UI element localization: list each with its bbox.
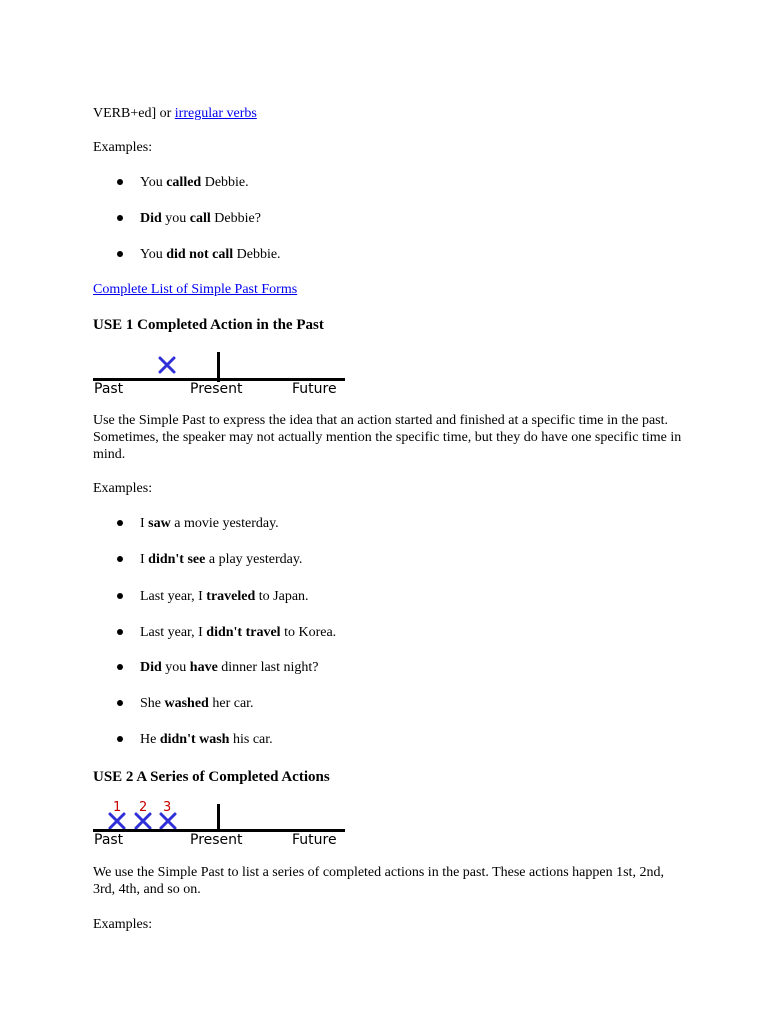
use1-timeline <box>93 350 345 398</box>
example-text: Debbie? <box>210 211 261 226</box>
form-example-3 <box>140 246 281 263</box>
form-example-1 <box>140 174 249 191</box>
use1-heading: USE 1 Completed Action in the Past <box>93 317 324 333</box>
use1-example-7 <box>140 731 273 748</box>
present-marker <box>217 804 220 832</box>
example-emphasis: Did <box>140 660 162 675</box>
bullet-icon <box>117 593 123 599</box>
x-mark-icon <box>157 355 177 375</box>
example-emphasis: didn't see <box>148 552 206 567</box>
use2-heading: USE 2 A Series of Completed Actions <box>93 769 330 785</box>
example-text: He <box>140 732 160 747</box>
bullet-icon <box>117 251 123 257</box>
timeline-future-label: Future <box>292 381 337 397</box>
bullet-icon <box>117 179 123 185</box>
bullet-icon <box>117 215 123 221</box>
example-text: a play yesterday. <box>205 552 303 567</box>
example-emphasis: washed <box>164 696 209 711</box>
example-text: you <box>161 211 190 226</box>
example-emphasis: have <box>189 660 218 675</box>
example-text: I <box>140 516 149 531</box>
x-mark-icon <box>107 811 127 831</box>
example-emphasis: saw <box>148 516 171 531</box>
timeline-future-label: Future <box>292 832 337 848</box>
example-text: She <box>140 696 165 711</box>
example-emphasis: did not call <box>166 247 234 262</box>
timeline-present-label: Present <box>190 832 243 848</box>
example-text: to Korea. <box>280 625 337 640</box>
complete-list-link[interactable]: Complete List of Simple Past Forms <box>93 282 298 297</box>
timeline-past-label: Past <box>94 381 124 397</box>
timeline-present-label: Present <box>190 381 243 397</box>
use1-example-6 <box>140 695 254 712</box>
example-text: Last year, I <box>140 625 207 640</box>
example-emphasis: Did <box>140 211 162 226</box>
bullet-icon <box>117 556 123 562</box>
example-emphasis: call <box>189 211 211 226</box>
example-text: Debbie. <box>201 175 249 190</box>
example-text: a movie yesterday. <box>170 516 279 531</box>
use1-example-5 <box>140 659 319 676</box>
form-prefix: VERB+ed] or <box>93 106 175 121</box>
example-emphasis: called <box>166 175 202 190</box>
number-mark-3: 3 <box>163 800 172 815</box>
example-text: to Japan. <box>255 589 309 604</box>
example-emphasis: traveled <box>206 589 256 604</box>
bullet-icon <box>117 629 123 635</box>
use1-example-1 <box>140 515 279 532</box>
example-text: you <box>161 660 190 675</box>
bullet-icon <box>117 700 123 706</box>
example-text: dinner last night? <box>217 660 319 675</box>
use2-paragraph: We use the Simple Past to list a series of completed actions in the past. These actions happen 1st, 2nd, 3rd, 4th, and so on. <box>93 865 664 897</box>
number-mark-1: 1 <box>113 800 122 815</box>
bullet-icon <box>117 520 123 526</box>
number-mark-2: 2 <box>139 800 148 815</box>
example-text: I <box>140 552 149 567</box>
x-mark-icon <box>158 811 178 831</box>
bullet-icon <box>117 736 123 742</box>
example-text: Debbie. <box>233 247 281 262</box>
example-text: her car. <box>208 696 254 711</box>
use1-examples-label: Examples: <box>93 481 153 496</box>
timeline-past-label: Past <box>94 832 124 848</box>
example-text: his car. <box>229 732 273 747</box>
form-line <box>93 105 257 122</box>
use1-paragraph: Use the Simple Past to express the idea that an action started and finished at a specific time in the past. Sometimes, the speaker may not actually mention the specific time, but they do have one specific time in mind. <box>93 413 682 462</box>
use2-examples-label: Examples: <box>93 917 153 932</box>
irregular-verbs-link[interactable]: irregular verbs <box>174 106 257 121</box>
use1-example-4 <box>140 624 336 641</box>
example-emphasis: didn't wash <box>159 732 230 747</box>
example-text: Last year, I <box>140 589 207 604</box>
use2-timeline <box>93 800 345 850</box>
example-emphasis: didn't travel <box>206 625 281 640</box>
examples-label: Examples: <box>93 140 153 155</box>
use1-example-3 <box>140 588 309 605</box>
bullet-icon <box>117 664 123 670</box>
example-text: You <box>140 175 167 190</box>
x-mark-icon <box>133 811 153 831</box>
example-text: You <box>140 247 167 262</box>
form-example-2 <box>140 210 261 227</box>
use1-example-2 <box>140 551 302 568</box>
